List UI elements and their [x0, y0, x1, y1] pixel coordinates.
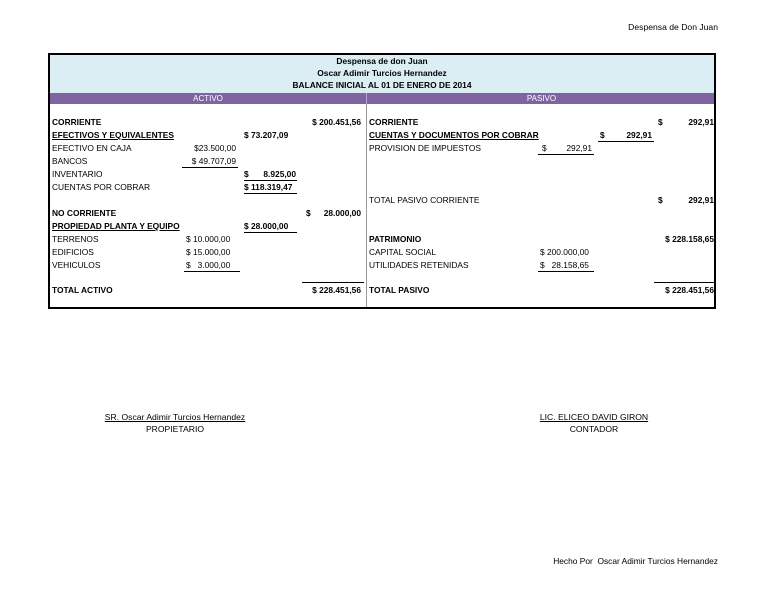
cuentas-sign: $ [600, 130, 605, 140]
capital-value: $ 200.000,00 [540, 247, 589, 257]
bancos-underline [182, 167, 238, 168]
total-pasivo-value: $ 228.451,56 [665, 285, 714, 295]
pasivo-corriente-sign: $ [658, 117, 663, 127]
pasivo-total-rule [654, 282, 716, 283]
bancos-label: BANCOS [52, 156, 88, 166]
vehiculos-underline [184, 271, 240, 272]
owner-name: SR. Oscar Adimir Turcios Hernandez [104, 412, 246, 422]
bancos-value: $ 49.707,09 [191, 156, 236, 166]
accountant-signature [522, 411, 666, 435]
pasivo-corriente-label: CORRIENTE [369, 117, 419, 127]
cuentas-value: 292,91 [626, 130, 652, 140]
vehiculos-value: $ 3.000,00 [186, 260, 231, 270]
column-divider [366, 104, 367, 307]
activo-header: ACTIVO [193, 94, 223, 103]
balance-sheet [48, 53, 716, 309]
provision-value: 292,91 [566, 143, 592, 153]
patrimonio-label: PATRIMONIO [369, 234, 422, 244]
provision-sign: $ [542, 143, 547, 153]
sheet-author: Oscar Adimir Turcios Hernandez [317, 68, 447, 78]
ppe-underline [244, 232, 297, 233]
edificios-label: EDIFICIOS [52, 247, 94, 257]
ppe-label: PROPIEDAD PLANTA Y EQUIPO [52, 221, 180, 231]
page-header: Despensa de Don Juan [628, 22, 718, 32]
no-corriente-value: 28.000,00 [323, 208, 361, 218]
owner-signature [95, 411, 255, 435]
edificios-value: $ 15.000,00 [186, 247, 231, 257]
total-pasivo-corriente-sign: $ [658, 195, 663, 205]
inventario-label: INVENTARIO [52, 169, 103, 179]
total-activo-label: TOTAL ACTIVO [52, 285, 113, 295]
section-header-bar [50, 93, 714, 104]
no-corriente-label: NO CORRIENTE [52, 208, 117, 218]
utilidades-value: $ 28.158,65 [540, 260, 589, 270]
provision-underline [538, 154, 594, 155]
terrenos-label: TERRENOS [52, 234, 99, 244]
activo-corriente-label: CORRIENTE [52, 117, 102, 127]
utilidades-underline [538, 271, 594, 272]
total-pasivo-label: TOTAL PASIVO [369, 285, 430, 295]
terrenos-value: $ 10.000,00 [186, 234, 231, 244]
sheet-title: Despensa de don Juan [336, 56, 428, 66]
no-corriente-sign: $ [306, 208, 311, 218]
pasivo-header: PASIVO [526, 94, 557, 103]
total-activo-value: $ 228.451,56 [312, 285, 361, 295]
total-pasivo-corriente-value: 292,91 [688, 195, 714, 205]
activo-corriente-total: $ 200.451,56 [312, 117, 361, 127]
inventario-value: 8.925,00 [263, 169, 296, 179]
provision-label: PROVISION DE IMPUESTOS [369, 143, 481, 153]
inventario-sign: $ [244, 169, 249, 179]
pasivo-corriente-value: 292,91 [688, 117, 714, 127]
efectivos-label: EFECTIVOS Y EQUIVALENTES [52, 130, 174, 140]
ppe-total: $ 28.000,00 [244, 221, 289, 231]
capital-label: CAPITAL SOCIAL [369, 247, 437, 257]
cuentas-underline [598, 141, 654, 142]
inventario-underline [244, 180, 297, 181]
owner-role: PROPIETARIO [145, 424, 205, 434]
efectivos-total: $ 73.207,09 [244, 130, 289, 140]
vehiculos-label: VEHICULOS [52, 260, 101, 270]
cxc-underline [244, 193, 297, 194]
footer-note: Hecho Por Oscar Adimir Turcios Hernandez [553, 556, 718, 566]
cxc-value: $ 118.319,47 [244, 182, 293, 192]
sheet-subtitle: BALANCE INICIAL AL 01 DE ENERO DE 2014 [292, 80, 472, 90]
section-divider [366, 93, 367, 104]
activo-total-rule [302, 282, 364, 283]
title-band [50, 55, 714, 93]
cxc-label: CUENTAS POR COBRAR [52, 182, 151, 192]
efectivo-caja-label: EFECTIVO EN CAJA [52, 143, 132, 153]
efectivo-caja-value: $23.500,00 [194, 143, 236, 153]
cuentas-label: CUENTAS Y DOCUMENTOS POR COBRAR [369, 130, 539, 140]
accountant-name: LIC. ELICEO DAVID GIRON [539, 412, 649, 422]
utilidades-label: UTILIDADES RETENIDAS [369, 260, 469, 270]
total-pasivo-corriente-label: TOTAL PASIVO CORRIENTE [369, 195, 480, 205]
accountant-role: CONTADOR [569, 424, 619, 434]
patrimonio-value: $ 228.158,65 [665, 234, 714, 244]
